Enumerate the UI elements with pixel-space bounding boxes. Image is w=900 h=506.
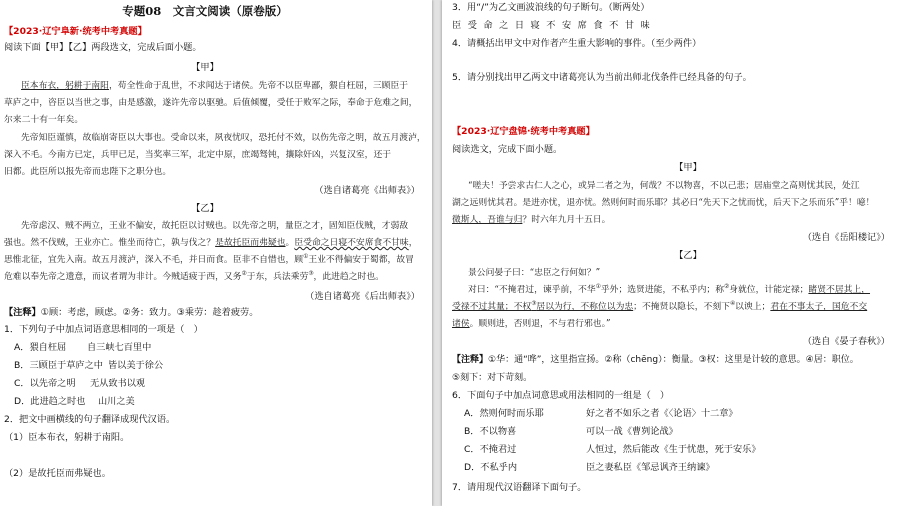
passage-text: 危难以奉先帝之遗意，而议者谓为非计。今贼适疲于西，又务 bbox=[4, 272, 242, 282]
option-b bbox=[14, 360, 164, 372]
passage-line: 深入不毛。今南方已定，兵甲已足，当奖率三军，北定中原，庶竭驽钝，攘除奸凶，兴复汉室，还于 bbox=[4, 150, 392, 160]
annotation-label: 【注释】 bbox=[4, 307, 41, 318]
footnote-marker: ② bbox=[241, 271, 247, 277]
option-label: D．此进趋之时也 bbox=[14, 396, 86, 407]
passage-line bbox=[4, 254, 414, 266]
passage-line: 先帝知臣谨慎，故临崩寄臣以大事也。受命以来，夙夜忧叹，恐托付不效，以伤先帝之明，故五月渡泸， bbox=[21, 133, 426, 143]
question-3-sentence: 臣 受 命 之 日 寝 不 安 席 食 不 甘 味 bbox=[452, 20, 652, 31]
wavy-underlined-sentence: 臣受命之日寝不安席食不甘味 bbox=[294, 238, 409, 248]
option-a bbox=[14, 342, 152, 354]
question-3-stem: 3．用“/”为乙文画波浪线的句子断句。（断两处） bbox=[452, 2, 650, 13]
footnote-marker: ① bbox=[303, 254, 309, 260]
option-compare: 人恒过，然后能改《生于忧患，死于安乐》 bbox=[586, 444, 761, 455]
footnote-marker: ③ bbox=[531, 301, 537, 307]
underlined-sentence: 微斯人，吾谁与归 bbox=[452, 215, 523, 225]
passage-line bbox=[452, 301, 867, 313]
annotation-line bbox=[452, 354, 859, 366]
option-label: A．然则何时而乐耶 bbox=[464, 408, 544, 419]
passage-line bbox=[468, 284, 870, 296]
passage-source: （选自诸葛亮《出师表》） bbox=[314, 185, 420, 196]
option-b bbox=[464, 426, 678, 438]
underlined-sentence: 诸侯 bbox=[452, 319, 470, 329]
question-4-stem: 4．请概括出甲文中对作者产生重大影响的事件。（至少两件） bbox=[452, 38, 702, 49]
passage-text: 居以为行，不称位以为忠 bbox=[536, 302, 634, 312]
annotation-text: ①华：通“哗”，这里指宣扬。②称（chēng）：衡量。③权：这里是计较的意思。④居：职位。 bbox=[488, 355, 859, 365]
passage-text: 王业不得偏安于蜀都，故冒 bbox=[308, 255, 414, 265]
option-d bbox=[464, 462, 715, 474]
underlined-sentence: 睹贤不居其上， bbox=[808, 285, 871, 295]
document-page-right bbox=[442, 0, 900, 506]
question-5-stem: 5．请分别找出甲乙两文中诸葛亮认为当前出师北伐条件已经具备的句子。 bbox=[452, 72, 752, 83]
underlined-sentence: 臣本布衣，躬耕于南阳 bbox=[21, 81, 109, 91]
passage-line bbox=[4, 271, 384, 283]
footnote-marker: ① bbox=[595, 284, 601, 290]
passage-line bbox=[4, 237, 418, 249]
passage-text: ， bbox=[408, 238, 418, 248]
option-label: C．以先帝之明 bbox=[14, 378, 76, 389]
reading-instruction: 阅读下面【甲】【乙】两段选文，完成后面小题。 bbox=[4, 42, 202, 53]
passage-line bbox=[452, 318, 610, 330]
option-compare: 山川之美 bbox=[98, 396, 135, 407]
question-6-stem: 6．下面句子中加点词意思或用法相同的一组是（ ） bbox=[452, 390, 670, 401]
footnote-marker: ④ bbox=[729, 301, 736, 307]
question-2-item-1: （1）臣本布衣，躬耕于南阳。 bbox=[4, 432, 130, 443]
question-2-stem: 2．把文中画横线的句子翻译成现代汉语。 bbox=[4, 414, 176, 425]
passage-source: （选自诸葛亮《后出师表》） bbox=[305, 291, 420, 302]
annotation-text: ①顾：考虑，顾虑。②务：致力。③乘劳：趁着疲劳。 bbox=[40, 307, 259, 318]
option-label: D．不私乎内 bbox=[464, 462, 518, 473]
passage-label-jia: 【甲】 bbox=[674, 162, 702, 173]
passage-source: （选自《岳阳楼记》） bbox=[802, 232, 890, 243]
passage-line bbox=[21, 80, 408, 92]
passage-label-jia: 【甲】 bbox=[191, 62, 219, 73]
passage-line bbox=[452, 214, 610, 226]
passage-text: 以谀上； bbox=[735, 302, 771, 312]
passage-text: 乎外；选贤进能，不私乎内；称 bbox=[600, 285, 725, 295]
document-page-left bbox=[0, 0, 432, 506]
option-d bbox=[14, 396, 135, 408]
option-a bbox=[464, 408, 738, 420]
passage-line: 尔来二十有一年矣。 bbox=[4, 115, 84, 125]
underlined-sentence: 君在不事太子，国危不交 bbox=[770, 302, 868, 312]
underlined-sentence: 是故托臣而弗疑也 bbox=[215, 238, 286, 248]
page-title: 专题08 文言文阅读（原卷版） bbox=[122, 4, 288, 18]
passage-line: 景公问晏子曰：“忠臣之行何如？” bbox=[468, 268, 601, 278]
question-7-stem: 7．请用现代汉语翻译下面句子。 bbox=[452, 482, 587, 493]
passage-source: （选自《晏子春秋》） bbox=[802, 336, 890, 347]
option-compare: 臣之妻私臣《邹忌讽齐王纳谏》 bbox=[586, 462, 715, 473]
passage-line: “嗟夫！予尝求古仁人之心，或异二者之为，何哉？不以物喜，不以己悲；居庙堂之高则忧其民，处江 bbox=[468, 181, 860, 191]
option-compare: 皆以美于徐公 bbox=[108, 360, 164, 371]
passage-line: 草庐之中，咨臣以当世之事，由是感激，遂许先帝以驱驰。后值倾覆，受任于败军之际，奉命于危难之间， bbox=[4, 98, 418, 108]
option-label: C．不掩君过 bbox=[464, 444, 517, 455]
passage-text: 受禄不过其量；不权 bbox=[452, 302, 532, 312]
passage-line: 旧都。此臣所以报先帝而忠陛下之职分也。 bbox=[4, 167, 172, 177]
passage-label-yi: 【乙】 bbox=[191, 203, 219, 214]
passage-text: 。顺则进，否则退，不与君行邪也。” bbox=[469, 319, 611, 329]
passage-text: 身就位，计能定禄； bbox=[729, 285, 809, 295]
question-2-item-2: （2）是故托臣而弗疑也。 bbox=[4, 468, 111, 479]
reading-instruction: 阅读选文，完成下面小题。 bbox=[452, 144, 563, 155]
option-compare: 可以一战《曹刿论战》 bbox=[586, 426, 678, 437]
source-tag: 【2023·辽宁盘锦·统考中考真题】 bbox=[452, 126, 595, 137]
footnote-marker: ② bbox=[724, 284, 730, 290]
passage-line: 先帝虑汉、贼不两立，王业不偏安，故托臣以讨贼也。以先帝之明，量臣之才，固知臣伐贼，才弱敌 bbox=[21, 221, 409, 231]
passage-text: ；不掩贤以隐长，不刻下 bbox=[633, 302, 730, 312]
option-compare: 无从致书以观 bbox=[90, 378, 146, 389]
source-tag: 【2023·辽宁阜新·统考中考真题】 bbox=[4, 26, 147, 37]
passage-text: 强也。然不伐贼，王业亦亡。惟坐而待亡，孰与伐之？ bbox=[4, 238, 216, 248]
passage-label-yi: 【乙】 bbox=[674, 250, 702, 261]
option-compare: 自三峡七百里中 bbox=[87, 342, 152, 353]
passage-text: ？时六年九月十五日。 bbox=[522, 215, 611, 225]
annotation-line: ⑤刻下：对下苛刻。 bbox=[452, 373, 533, 383]
passage-text: ，苟全性命于乱世，不求闻达于诸侯。先帝不以臣卑鄙，猥自枉屈，三顾臣于 bbox=[108, 81, 409, 91]
footnote-marker: ③ bbox=[308, 271, 314, 277]
passage-text: 。 bbox=[285, 238, 295, 248]
passage-text: 对曰：“不掩君过，谏乎前，不华 bbox=[468, 285, 596, 295]
passage-line: 湖之远则忧其君。是进亦忧，退亦忧。然则何时而乐耶？其必曰“先天下之忧而忧，后天下之乐而乐”乎！噫！ bbox=[452, 198, 875, 208]
passage-text: ，此进趋之时也。 bbox=[313, 272, 384, 282]
option-label: B．不以物喜 bbox=[464, 426, 517, 437]
question-1-stem: 1．下列句子中加点词语意思相同的一项是（ ） bbox=[4, 324, 203, 335]
option-label: B．三顾臣于草庐之中 bbox=[14, 360, 103, 371]
annotation-line bbox=[4, 307, 258, 319]
underlined-sentence bbox=[452, 302, 633, 312]
passage-text: 思惟北征，宜先入南。故五月渡泸，深入不毛，并日而食。臣非不自惜也，顾 bbox=[4, 255, 304, 265]
option-c bbox=[14, 378, 146, 390]
option-c bbox=[464, 444, 761, 456]
option-compare: 好之者不如乐之者《〈论语〉十二章》 bbox=[586, 408, 738, 419]
annotation-label: 【注释】 bbox=[452, 355, 489, 365]
passage-text: 于东，兵法乘劳 bbox=[246, 272, 309, 282]
option-label: A．猥自枉屈 bbox=[14, 342, 67, 353]
